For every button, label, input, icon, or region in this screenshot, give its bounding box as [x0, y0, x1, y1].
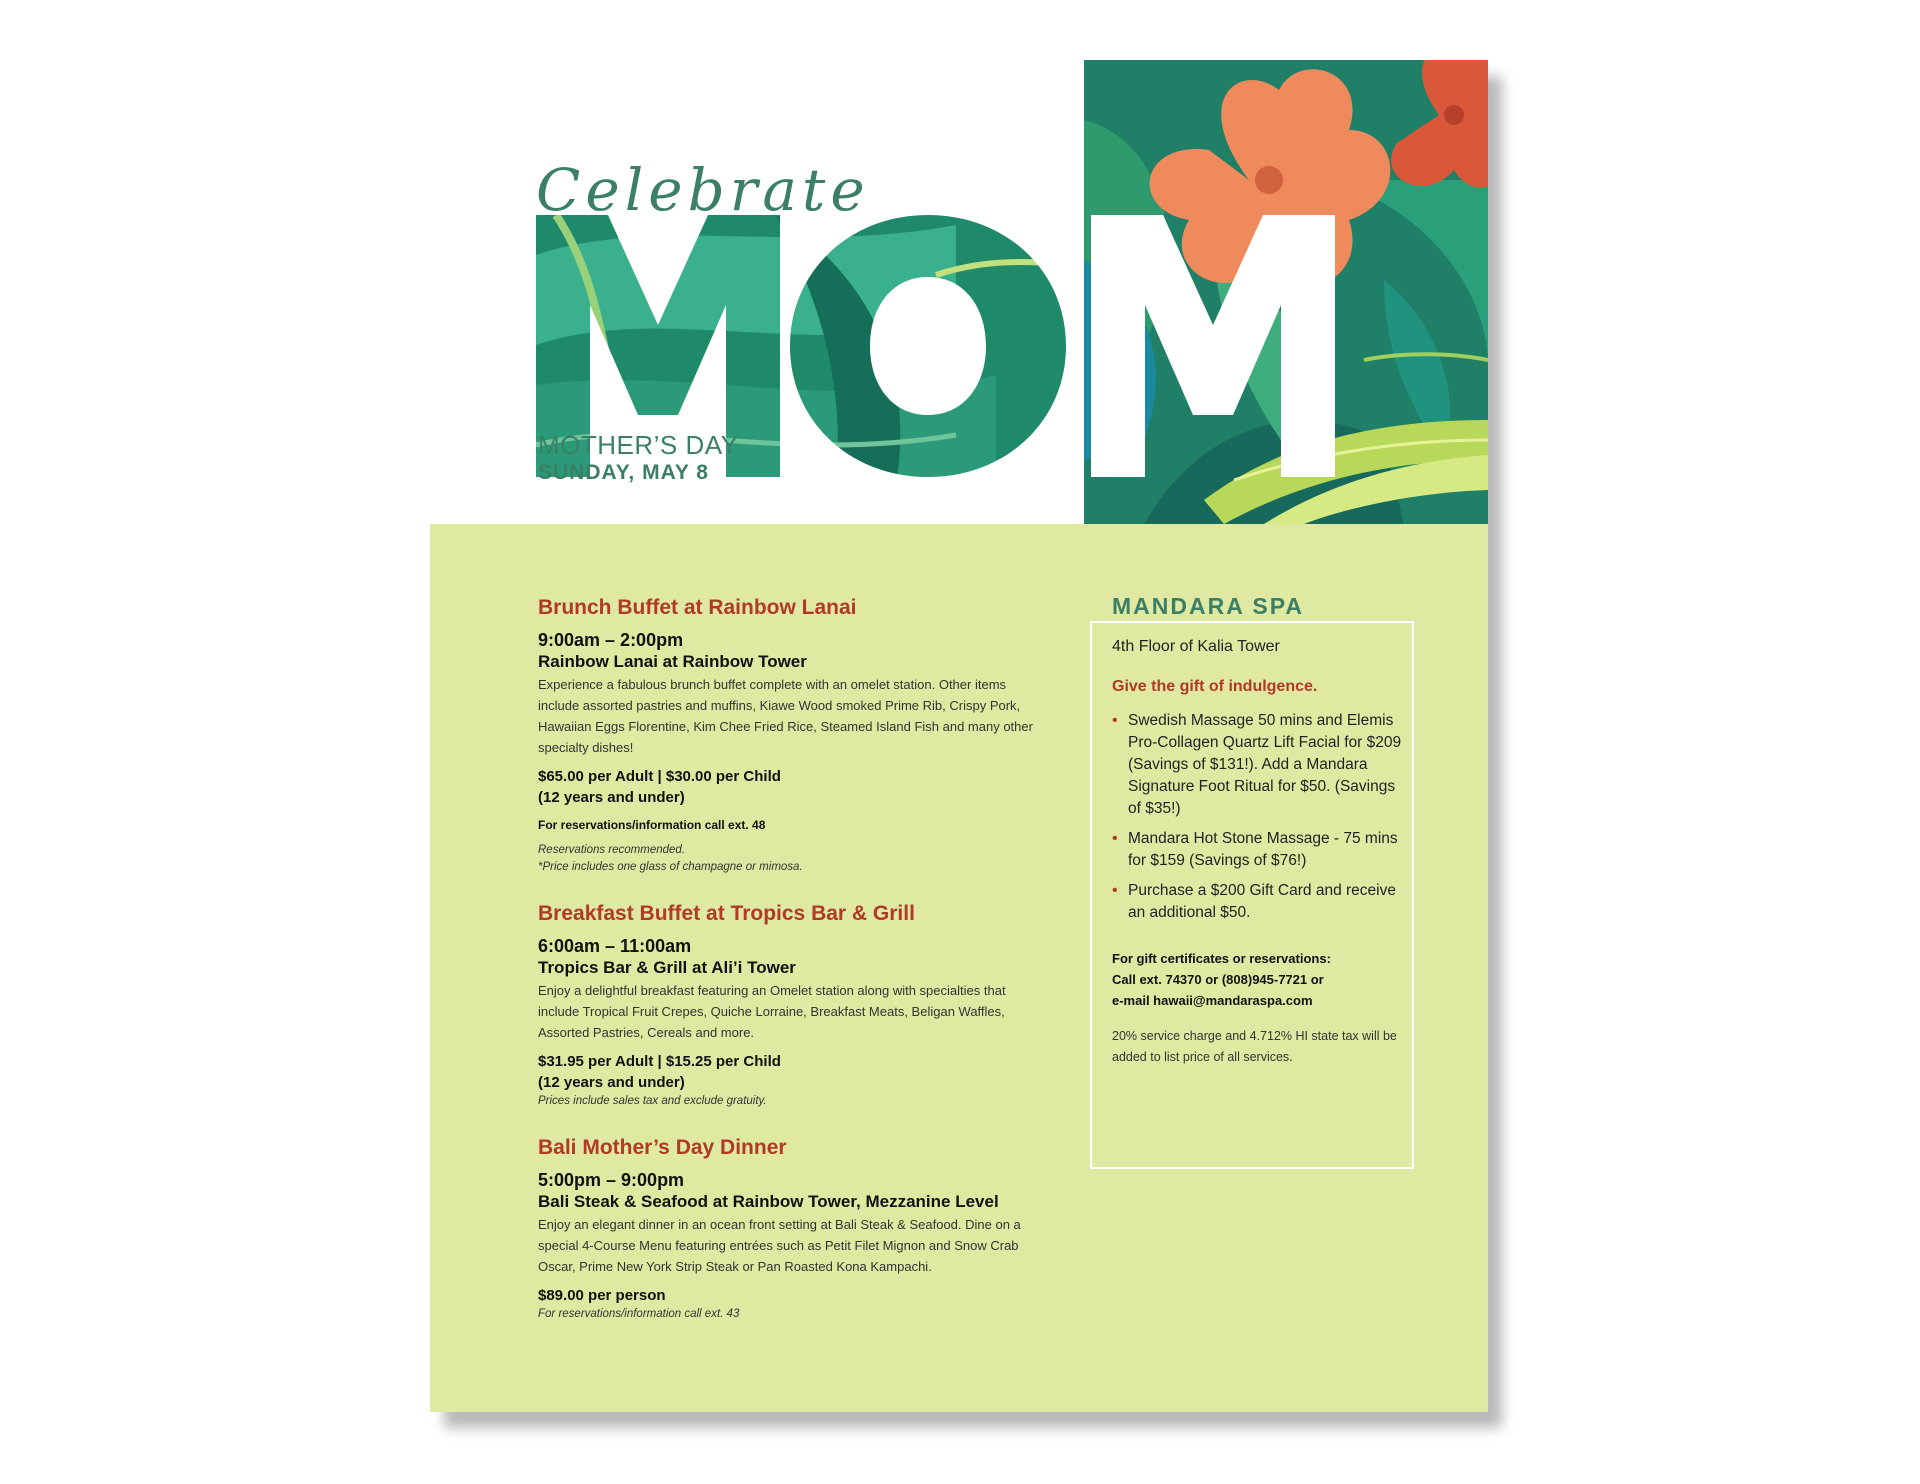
event-price: $89.00 per person	[538, 1287, 666, 1304]
event-location: Tropics Bar & Grill at Ali’i Tower	[538, 958, 796, 977]
event-time: 6:00am – 11:00am	[538, 936, 692, 956]
event-note: *Price includes one glass of champagne or mimosa.	[538, 861, 803, 873]
spa-offer-item: • Swedish Massage 50 mins and Elemis Pro-Collagen Quartz Lift Facial for $209 (Savings of $131!). Add a Mandara Signature Foot Ritual for $50. (Savings of $35!)	[1112, 710, 1402, 820]
spa-location: 4th Floor of Kalia Tower	[1112, 638, 1280, 655]
event-price: $65.00 per Adult | $30.00 per Child	[538, 768, 781, 785]
event-note: For reservations/information call ext. 43	[538, 1308, 740, 1320]
event-time: 5:00pm – 9:00pm	[538, 1170, 685, 1190]
spa-tagline: Give the gift of indulgence.	[1112, 678, 1318, 695]
event-description: Enjoy a delightful breakfast featuring an Omelet station along with specialties that include Tropical Fruit Crepes, Quiche Lorraine, Breakfast Meats, Beligan Waffles, Assorted Pastries, Cereals and more.	[538, 983, 1006, 1040]
event-description: Enjoy an elegant dinner in an ocean front setting at Bali Steak & Seafood. Dine on a special 4-Course Menu featuring entrées such as Petit Filet Mignon and Snow Crab Oscar, Prime New York Strip Steak or Pan Roasted Kona Kampachi.	[538, 1217, 1021, 1274]
event-price-note: (12 years and under)	[538, 1074, 685, 1091]
event-title: Bali Mother’s Day Dinner	[538, 1136, 787, 1159]
event-reservation: For reservations/information call ext. 48	[538, 818, 766, 832]
spa-offer-item: • Purchase a $200 Gift Card and receive an additional $50.	[1112, 880, 1402, 924]
flyer-page	[430, 60, 1488, 1412]
spa-contact	[1112, 948, 1402, 1011]
spa-offers-list	[1112, 710, 1402, 932]
event-title: Breakfast Buffet at Tropics Bar & Grill	[538, 902, 915, 925]
event-brunch	[538, 596, 1038, 876]
spa-contact-line: Call ext. 74370 or (808)945-7721 or	[1112, 972, 1324, 987]
spa-fine-print: 20% service charge and 4.712% HI state tax will be added to list price of all services.	[1112, 1029, 1397, 1064]
mothers-day-title: MOTHER’S DAY	[538, 430, 739, 460]
event-breakfast	[538, 902, 1038, 1110]
spa-contact-line: e-mail hawaii@mandaraspa.com	[1112, 993, 1313, 1008]
celebrate-script-title: Celebrate	[536, 156, 870, 224]
event-time: 9:00am – 2:00pm	[538, 630, 684, 650]
event-title: Brunch Buffet at Rainbow Lanai	[538, 596, 857, 619]
event-note: Reservations recommended.	[538, 844, 686, 856]
event-price: $31.95 per Adult | $15.25 per Child	[538, 1053, 781, 1070]
event-location: Bali Steak & Seafood at Rainbow Tower, Mezzanine Level	[538, 1192, 999, 1211]
event-location: Rainbow Lanai at Rainbow Tower	[538, 652, 807, 671]
spa-offer-item: • Mandara Hot Stone Massage - 75 mins for $159 (Savings of $76!)	[1112, 828, 1402, 872]
spa-contact-line: For gift certificates or reservations:	[1112, 951, 1331, 966]
event-price-note: (12 years and under)	[538, 789, 685, 806]
event-date: SUNDAY, MAY 8	[538, 461, 709, 484]
event-dinner	[538, 1136, 1038, 1323]
spa-heading: MANDARA SPA	[1112, 593, 1304, 619]
event-note: Prices include sales tax and exclude gratuity.	[538, 1095, 767, 1107]
event-description: Experience a fabulous brunch buffet complete with an omelet station. Other items include assorted pastries and muffins, Kiawe Wood smoked Prime Rib, Crispy Pork, Hawaiian Eggs Florentine, Kim Chee Fried Rice, Steamed Island Fish and many other specialty dishes!	[538, 677, 1033, 755]
